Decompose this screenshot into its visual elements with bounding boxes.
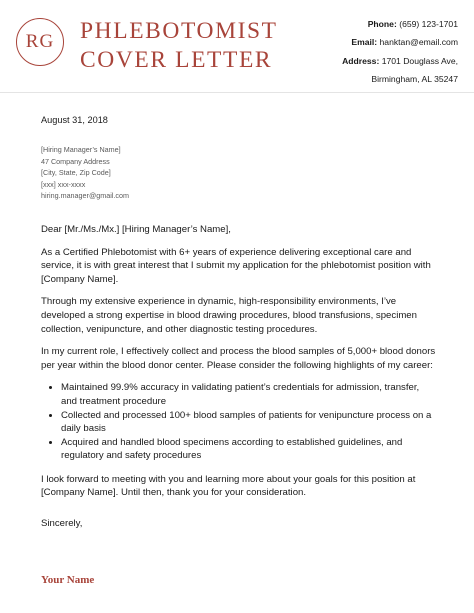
title-line-2: COVER LETTER bbox=[80, 47, 273, 73]
salutation: Dear [Mr./Ms./Mx.] [Hiring Manager’s Name], bbox=[41, 223, 231, 235]
recipient-city: [City, State, Zip Code] bbox=[41, 168, 111, 178]
recipient-address bbox=[41, 144, 436, 202]
signature-name: Your Name bbox=[41, 574, 95, 586]
phone-value: (659) 123-1701 bbox=[399, 19, 458, 29]
list-item: • Acquired and handled blood specimens according to established guidelines, and regulatory and safety procedures bbox=[61, 436, 436, 463]
address-line-2: Birmingham, AL 35247 bbox=[371, 73, 458, 84]
paragraph-intro: As a Certified Phlebotomist with 6+ years of experience delivering exceptional care and service, it is with great interest that I submit my application for the phlebotomist position with [Company Name]. bbox=[41, 246, 431, 285]
address-line-1: 1701 Douglass Ave, bbox=[381, 55, 458, 66]
contact-block bbox=[273, 15, 458, 88]
recipient-email: hiring.manager@gmail.com bbox=[41, 191, 129, 201]
letter-header bbox=[0, 0, 474, 92]
recipient-phone: [xxx] xxx-xxxx bbox=[41, 179, 86, 189]
phone-label: Phone: bbox=[367, 19, 397, 29]
address-label: Address: bbox=[342, 55, 380, 66]
list-item: • Maintained 99.9% accuracy in validating patient’s credentials for admission, transfer, and treatment procedure bbox=[61, 381, 436, 408]
highlights-list bbox=[41, 381, 436, 463]
email-label: Email: bbox=[351, 37, 378, 48]
recipient-name: [Hiring Manager’s Name] bbox=[41, 145, 121, 154]
monogram-badge: RG bbox=[16, 18, 64, 66]
contact-phone bbox=[273, 15, 458, 33]
letter-date: August 31, 2018 bbox=[41, 115, 108, 125]
letter-body bbox=[41, 115, 436, 529]
email-value: hanktan@email.com bbox=[379, 37, 458, 48]
signoff: Sincerely, bbox=[41, 518, 83, 530]
list-item: • Collected and processed 100+ blood samples of patients for venipuncture process on a daily basis bbox=[61, 409, 436, 436]
contact-email bbox=[273, 33, 458, 51]
paragraph-experience: Through my extensive experience in dynamic, high-responsibility environments, I’ve developed a strong expertise in blood drawing procedures, blood transfusions, specimen collection, venipuncture, and other diagnostic testing procedures. bbox=[41, 296, 417, 335]
contact-address bbox=[273, 52, 458, 70]
page-title bbox=[80, 17, 290, 75]
recipient-street: 47 Company Address bbox=[41, 156, 110, 166]
paragraph-current-role: In my current role, I effectively collect and process the blood samples of 5,000+ blood donors per year within the blood donor center. Please consider the following highlights of my career: bbox=[41, 346, 436, 371]
title-line-1: PHLEBOTOMIST bbox=[80, 18, 278, 44]
header-divider bbox=[0, 92, 474, 93]
paragraph-closing: I look forward to meeting with you and learning more about your goals for this position at [Company Name]. Until then, thank you for your consideration. bbox=[41, 473, 416, 499]
